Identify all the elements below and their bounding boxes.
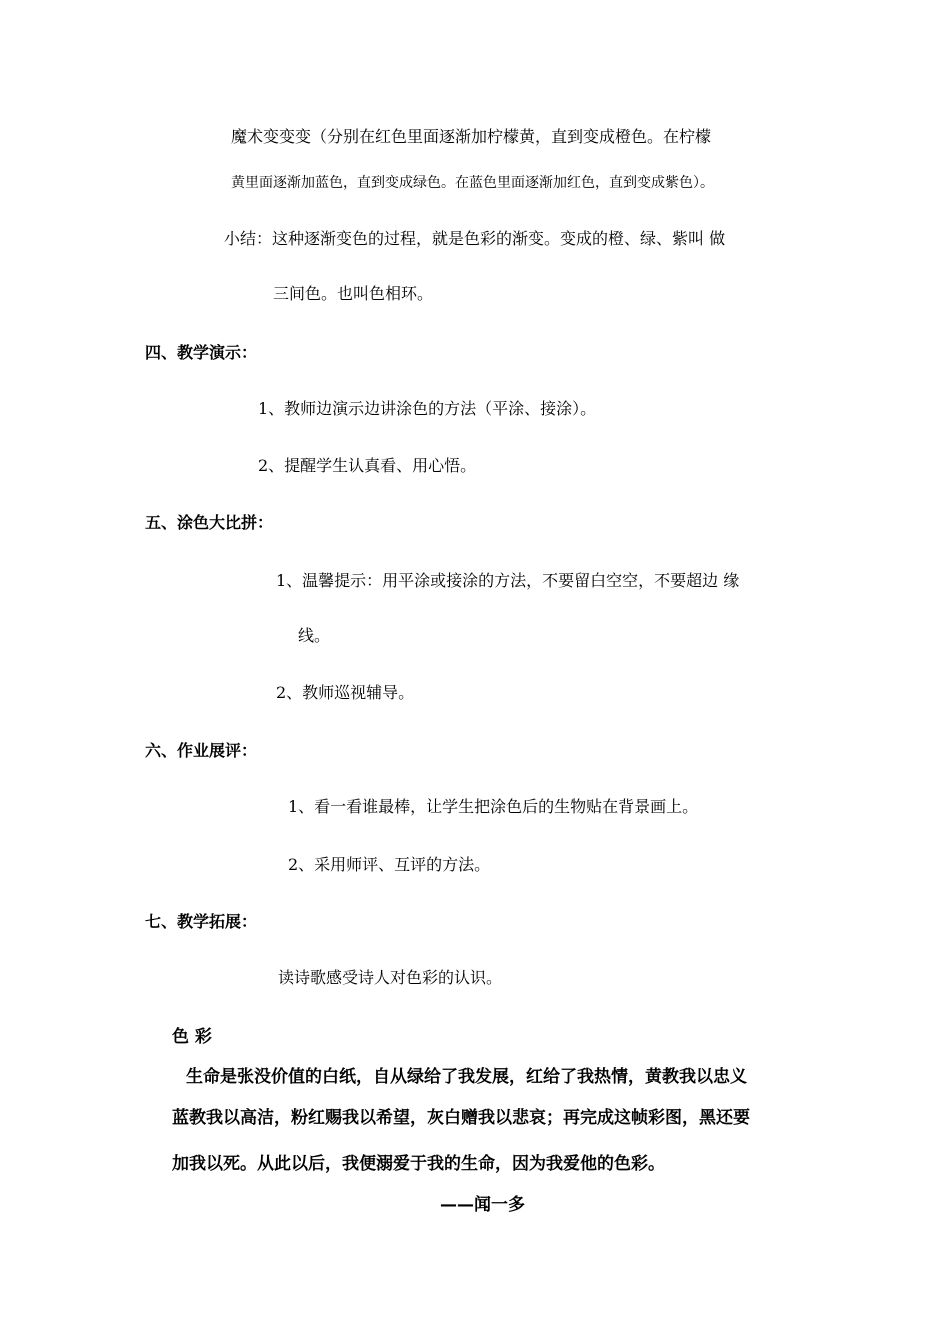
poem-author: ——闻一多 [440,1195,525,1215]
section-5-item-1-line-2: 线。 [298,626,331,645]
summary-line-2: 三间色。也叫色相环。 [273,284,434,303]
section-5-item-2: 2、教师巡视辅导。 [276,683,415,702]
poem-line-1: 生命是张没价值的白纸，自从绿给了我发展，红给了我热情，黄教我以忠义 [186,1067,747,1087]
poem-line-3: 加我以死。从此以后，我便溺爱于我的生命，因为我爱他的色彩。 [172,1154,665,1174]
section-6-item-1: 1、看一看谁最棒，让学生把涂色后的生物贴在背景画上。 [288,797,699,816]
section-5-item-1-line-1: 1、温馨提示：用平涂或接涂的方法，不要留白空空，不要超边 缘 [276,571,740,590]
section-7-heading: 七、教学拓展： [145,912,258,931]
poem-line-2: 蓝教我以高洁，粉红赐我以希望，灰白赠我以悲哀；再完成这帧彩图，黑还要 [172,1108,750,1128]
summary-line-1: 小结：这种逐渐变色的过程，就是色彩的渐变。变成的橙、绿、紫叫 做 [224,229,726,248]
section-6-item-2: 2、采用师评、互评的方法。 [288,855,491,874]
section-7-intro: 读诗歌感受诗人对色彩的认识。 [278,968,503,987]
section-5-heading: 五、涂色大比拼： [145,513,274,532]
section-4-item-1: 1、教师边演示边讲涂色的方法（平涂、接涂）。 [258,399,597,418]
section-4-heading: 四、教学演示： [145,343,258,362]
section-4-item-2: 2、提醒学生认真看、用心悟。 [258,456,477,475]
section-6-heading: 六、作业展评： [145,741,258,760]
magic-line-1: 魔术变变变（分别在红色里面逐渐加柠檬黄，直到变成橙色。在柠檬 [231,127,712,146]
poem-title: 色 彩 [172,1027,212,1047]
magic-line-2: 黄里面逐渐加蓝色，直到变成绿色。在蓝色里面逐渐加红色，直到变成紫色）。 [231,175,714,191]
